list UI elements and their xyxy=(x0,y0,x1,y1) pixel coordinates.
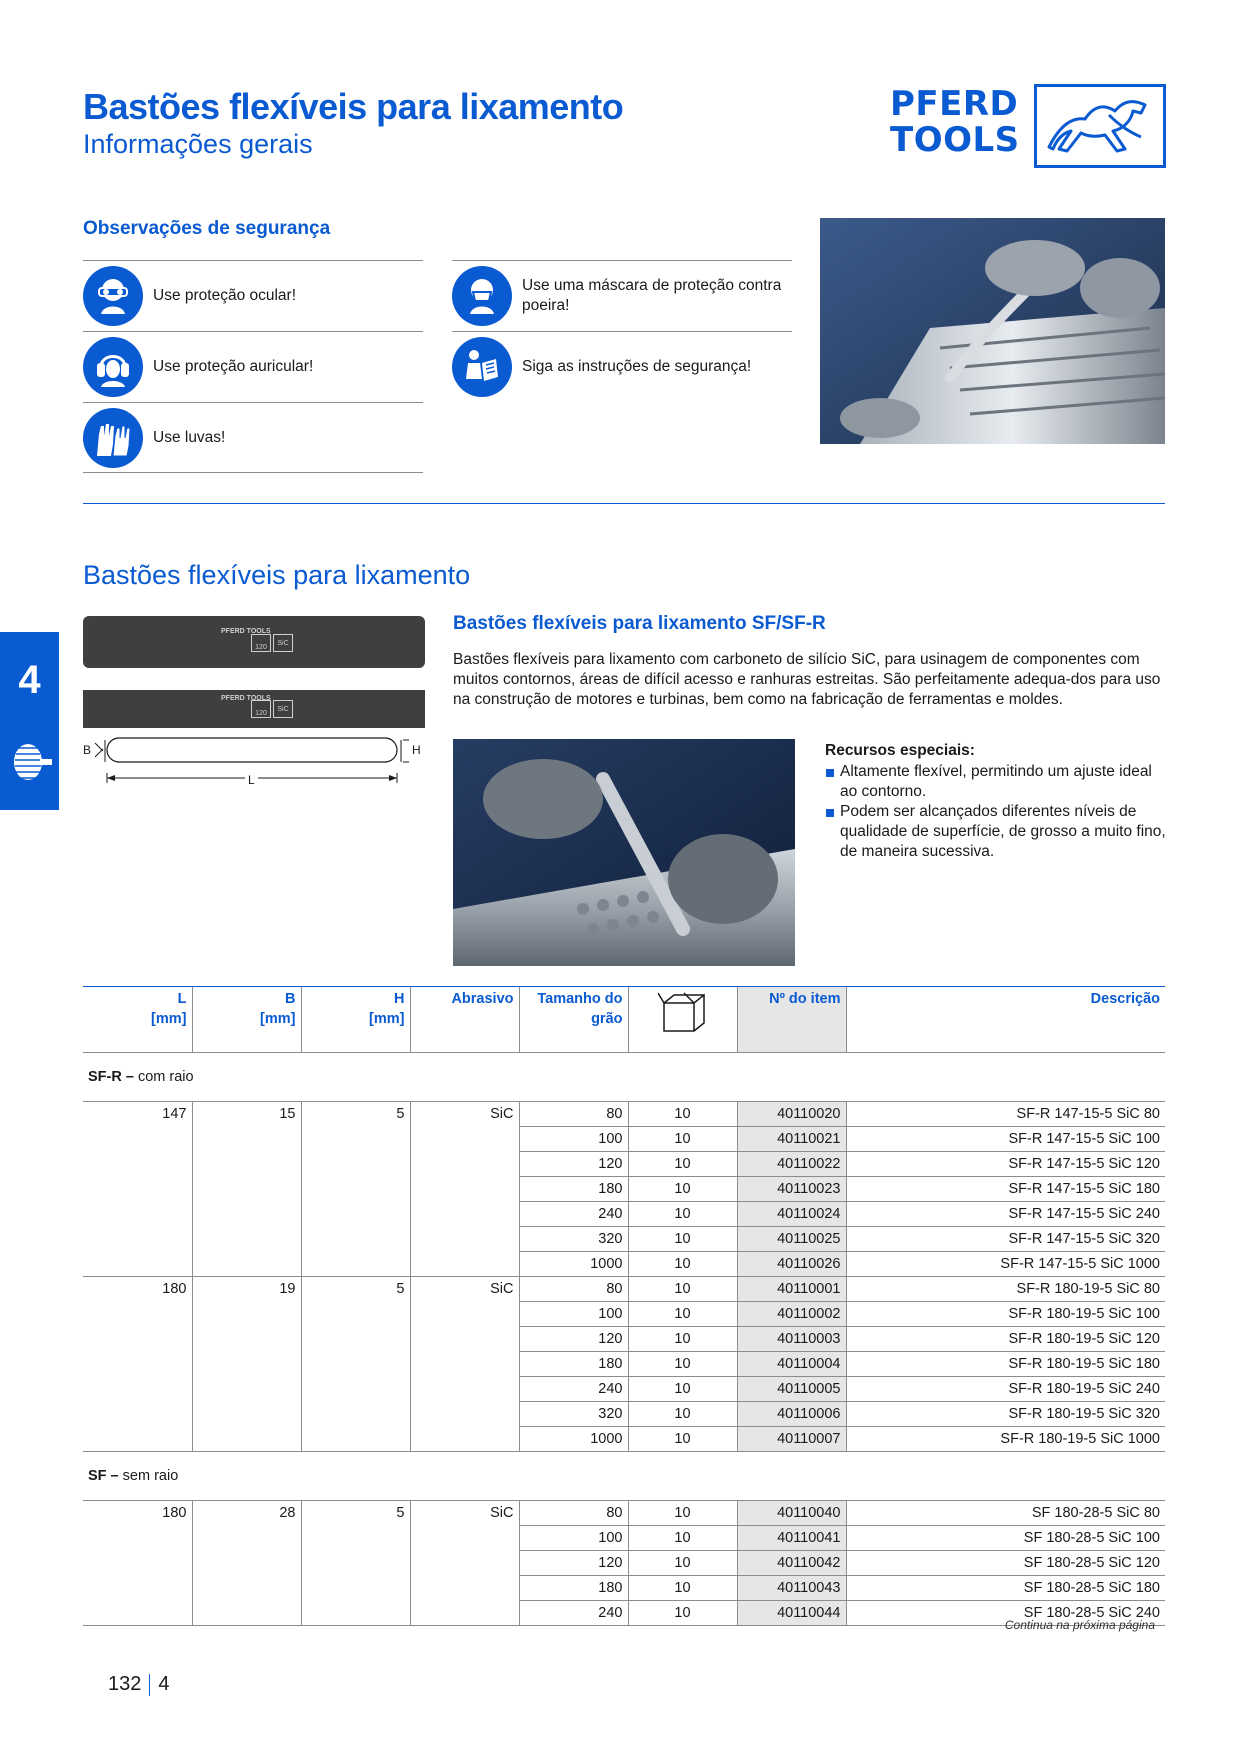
cell-h xyxy=(301,1377,410,1402)
safety-label: Use uma máscara de proteção contra poeira! xyxy=(522,277,782,314)
cell-b xyxy=(192,1127,301,1152)
cell-desc: SF 180-28-5 SiC 100 xyxy=(846,1526,1165,1551)
cell-l xyxy=(83,1327,192,1352)
cell-b xyxy=(192,1526,301,1551)
feature-item: Altamente flexível, permitindo um ajuste ideal ao contorno. xyxy=(825,762,1170,802)
cell-l xyxy=(83,1526,192,1551)
cell-b xyxy=(192,1252,301,1277)
cell-grit: 240 xyxy=(519,1601,628,1626)
cell-abrasive xyxy=(410,1427,519,1452)
safety-item-gloves xyxy=(83,402,423,473)
safety-heading: Observações de segurança xyxy=(83,218,331,239)
header-h: H [mm] xyxy=(301,987,410,1053)
cell-h xyxy=(301,1202,410,1227)
page-footer xyxy=(108,1673,170,1696)
cell-desc: SF 180-28-5 SiC 180 xyxy=(846,1576,1165,1601)
table-header-row xyxy=(83,987,1165,1053)
cell-l xyxy=(83,1252,192,1277)
cell-item: 40110001 xyxy=(737,1277,846,1302)
cell-h xyxy=(301,1127,410,1152)
cell-grit: 180 xyxy=(519,1177,628,1202)
cell-abrasive xyxy=(410,1202,519,1227)
cell-b xyxy=(192,1352,301,1377)
cell-item: 40110042 xyxy=(737,1551,846,1576)
cell-l xyxy=(83,1227,192,1252)
cell-desc: SF-R 147-15-5 SiC 180 xyxy=(846,1177,1165,1202)
cell-abrasive xyxy=(410,1551,519,1576)
cell-h xyxy=(301,1227,410,1252)
cell-b xyxy=(192,1202,301,1227)
cell-qty: 10 xyxy=(628,1526,737,1551)
cell-b xyxy=(192,1302,301,1327)
cell-qty: 10 xyxy=(628,1252,737,1277)
cell-grit: 1000 xyxy=(519,1252,628,1277)
group-row xyxy=(83,1053,1165,1102)
table-row xyxy=(83,1302,1165,1327)
pferd-logo xyxy=(890,84,1166,168)
flap-wheel-icon xyxy=(6,740,52,789)
dust-mask-icon xyxy=(452,266,512,326)
cell-qty: 10 xyxy=(628,1551,737,1576)
cell-desc: SF 180-28-5 SiC 80 xyxy=(846,1501,1165,1526)
safety-label: Use proteção auricular! xyxy=(153,358,314,375)
gloves-icon xyxy=(83,408,143,468)
cell-qty: 10 xyxy=(628,1601,737,1626)
cell-abrasive xyxy=(410,1252,519,1277)
cell-item: 40110020 xyxy=(737,1102,846,1127)
cell-l xyxy=(83,1402,192,1427)
cell-h xyxy=(301,1152,410,1177)
cell-b: 15 xyxy=(192,1102,301,1127)
cell-h xyxy=(301,1252,410,1277)
cell-grit: 320 xyxy=(519,1402,628,1427)
header-desc: Descrição xyxy=(846,987,1165,1053)
cell-abrasive: SiC xyxy=(410,1501,519,1526)
product-title: Bastões flexíveis para lixamento SF/SF-R xyxy=(453,613,826,634)
table-row xyxy=(83,1127,1165,1152)
group-label: sem raio xyxy=(122,1468,179,1484)
cell-b xyxy=(192,1427,301,1452)
cell-desc: SF-R 180-19-5 SiC 180 xyxy=(846,1352,1165,1377)
cell-l xyxy=(83,1601,192,1626)
cell-h xyxy=(301,1177,410,1202)
cell-l xyxy=(83,1576,192,1601)
cell-b: 19 xyxy=(192,1277,301,1302)
cell-item: 40110003 xyxy=(737,1327,846,1352)
cell-item: 40110025 xyxy=(737,1227,846,1252)
stick-abrasive: SiC xyxy=(273,634,293,652)
cell-abrasive xyxy=(410,1302,519,1327)
safety-item-eye xyxy=(83,260,423,331)
table-row xyxy=(83,1177,1165,1202)
read-instructions-icon xyxy=(452,337,512,397)
cell-grit: 240 xyxy=(519,1377,628,1402)
ear-protection-icon xyxy=(83,337,143,397)
header-l: L [mm] xyxy=(83,987,192,1053)
cell-item: 40110044 xyxy=(737,1601,846,1626)
feature-item: Podem ser alcançados diferentes níveis de qualidade de superfície, de grosso a muito fino, de maneira sucessiva. xyxy=(825,802,1170,862)
cell-l: 147 xyxy=(83,1102,192,1127)
cell-qty: 10 xyxy=(628,1277,737,1302)
cell-qty: 10 xyxy=(628,1352,737,1377)
cell-h xyxy=(301,1402,410,1427)
cell-abrasive xyxy=(410,1402,519,1427)
cell-qty: 10 xyxy=(628,1152,737,1177)
features-list xyxy=(825,762,1170,862)
cell-desc: SF-R 147-15-5 SiC 240 xyxy=(846,1202,1165,1227)
cell-desc: SF-R 180-19-5 SiC 80 xyxy=(846,1277,1165,1302)
cell-qty: 10 xyxy=(628,1177,737,1202)
cell-h: 5 xyxy=(301,1501,410,1526)
header-pack xyxy=(628,987,737,1053)
cell-grit: 320 xyxy=(519,1227,628,1252)
cell-qty: 10 xyxy=(628,1227,737,1252)
safety-item-ear xyxy=(83,331,423,402)
table-row xyxy=(83,1252,1165,1277)
cell-abrasive xyxy=(410,1601,519,1626)
cell-qty: 10 xyxy=(628,1202,737,1227)
cell-item: 40110004 xyxy=(737,1352,846,1377)
table-row xyxy=(83,1277,1165,1302)
safety-label: Use proteção ocular! xyxy=(153,287,297,304)
logo-line-1: PFERD xyxy=(890,84,1019,124)
cell-l xyxy=(83,1177,192,1202)
table-row xyxy=(83,1102,1165,1127)
usage-photo-top xyxy=(820,218,1165,444)
group-label: com raio xyxy=(137,1069,194,1085)
cell-qty: 10 xyxy=(628,1302,737,1327)
usage-photo-middle xyxy=(453,739,795,966)
cell-grit: 180 xyxy=(519,1352,628,1377)
cell-grit: 1000 xyxy=(519,1427,628,1452)
section-divider xyxy=(83,503,1165,504)
cell-l xyxy=(83,1302,192,1327)
cell-item: 40110005 xyxy=(737,1377,846,1402)
cell-h xyxy=(301,1352,410,1377)
cell-grit: 180 xyxy=(519,1576,628,1601)
cell-b xyxy=(192,1402,301,1427)
cell-desc: SF-R 180-19-5 SiC 320 xyxy=(846,1402,1165,1427)
dim-h-label: H xyxy=(412,743,421,757)
cell-item: 40110040 xyxy=(737,1501,846,1526)
cell-b xyxy=(192,1152,301,1177)
chapter-tab[interactable] xyxy=(0,632,59,810)
header-abrasive: Abrasivo xyxy=(410,987,519,1053)
cell-grit: 100 xyxy=(519,1526,628,1551)
sanding-stick-sf xyxy=(83,690,425,728)
group-row xyxy=(83,1452,1165,1501)
table-body xyxy=(83,1053,1165,1626)
cell-desc: SF-R 180-19-5 SiC 100 xyxy=(846,1302,1165,1327)
cell-abrasive xyxy=(410,1576,519,1601)
cell-desc: SF-R 180-19-5 SiC 120 xyxy=(846,1327,1165,1352)
safety-item-mask xyxy=(452,260,792,331)
table-row xyxy=(83,1526,1165,1551)
cell-item: 40110007 xyxy=(737,1427,846,1452)
cell-h xyxy=(301,1601,410,1626)
cell-item: 40110043 xyxy=(737,1576,846,1601)
cell-item: 40110022 xyxy=(737,1152,846,1177)
cell-abrasive xyxy=(410,1526,519,1551)
cell-h xyxy=(301,1526,410,1551)
cell-grit: 100 xyxy=(519,1302,628,1327)
cell-desc: SF-R 180-19-5 SiC 1000 xyxy=(846,1427,1165,1452)
cell-abrasive xyxy=(410,1352,519,1377)
stick-brand: PFERD TOOLS xyxy=(221,628,271,635)
cell-abrasive xyxy=(410,1177,519,1202)
stick-abrasive: SiC xyxy=(273,700,293,718)
cell-l xyxy=(83,1202,192,1227)
cell-desc: SF-R 180-19-5 SiC 240 xyxy=(846,1377,1165,1402)
cell-h: 5 xyxy=(301,1102,410,1127)
cell-grit: 120 xyxy=(519,1551,628,1576)
cell-abrasive: SiC xyxy=(410,1277,519,1302)
table-row xyxy=(83,1501,1165,1526)
cell-grit: 80 xyxy=(519,1102,628,1127)
header-b: B [mm] xyxy=(192,987,301,1053)
continued-note: Continua na próxima página xyxy=(1004,1618,1155,1632)
cell-abrasive xyxy=(410,1377,519,1402)
dimension-drawing xyxy=(83,735,428,795)
table-row xyxy=(83,1601,1165,1626)
cell-qty: 10 xyxy=(628,1576,737,1601)
group-code: SF-R – xyxy=(88,1069,134,1085)
table-row xyxy=(83,1377,1165,1402)
header-grit: Tamanho do grão xyxy=(519,987,628,1053)
section-heading: Bastões flexíveis para lixamento xyxy=(83,560,471,590)
page-subtitle: Informações gerais xyxy=(83,129,313,159)
cell-qty: 10 xyxy=(628,1127,737,1152)
cell-abrasive xyxy=(410,1127,519,1152)
cell-h xyxy=(301,1551,410,1576)
cell-desc: SF-R 147-15-5 SiC 320 xyxy=(846,1227,1165,1252)
cell-l xyxy=(83,1377,192,1402)
cell-desc: SF-R 147-15-5 SiC 1000 xyxy=(846,1252,1165,1277)
cell-grit: 80 xyxy=(519,1277,628,1302)
dim-b-label: B xyxy=(83,743,92,757)
cell-b xyxy=(192,1227,301,1252)
page-title: Bastões flexíveis para lixamento xyxy=(83,86,624,127)
sanding-stick-sfr xyxy=(83,616,425,668)
cell-qty: 10 xyxy=(628,1501,737,1526)
cell-l xyxy=(83,1427,192,1452)
table-row xyxy=(83,1152,1165,1177)
table-row xyxy=(83,1576,1165,1601)
cell-qty: 10 xyxy=(628,1402,737,1427)
cell-desc: SF-R 147-15-5 SiC 120 xyxy=(846,1152,1165,1177)
cell-item: 40110024 xyxy=(737,1202,846,1227)
safety-label: Siga as instruções de segurança! xyxy=(522,358,752,375)
table-row xyxy=(83,1227,1165,1252)
chapter-number: 4 xyxy=(18,658,41,702)
cell-l: 180 xyxy=(83,1501,192,1526)
horse-logo-icon xyxy=(1034,84,1166,168)
cell-l xyxy=(83,1152,192,1177)
cell-desc: SF-R 147-15-5 SiC 80 xyxy=(846,1102,1165,1127)
cell-item: 40110026 xyxy=(737,1252,846,1277)
safety-item-instructions xyxy=(452,331,792,402)
stick-grit: 120 xyxy=(251,700,271,718)
cell-desc: SF 180-28-5 SiC 120 xyxy=(846,1551,1165,1576)
cell-l xyxy=(83,1352,192,1377)
cell-b xyxy=(192,1601,301,1626)
footer-separator xyxy=(149,1674,150,1696)
table-row xyxy=(83,1327,1165,1352)
cell-item: 40110021 xyxy=(737,1127,846,1152)
cell-l: 180 xyxy=(83,1277,192,1302)
safety-label: Use luvas! xyxy=(153,428,226,446)
table-row xyxy=(83,1427,1165,1452)
product-description: Bastões flexíveis para lixamento com carboneto de silício SiC, para usinagem de componentes com muitos contornos, áreas de difícil acesso e ranhuras estreitas. São perfeitamente adequa-dos para uso na construção de motores e turbinas, bem como na fabricação de ferramentas e moldes. xyxy=(453,651,1161,708)
cell-h: 5 xyxy=(301,1277,410,1302)
cell-h xyxy=(301,1327,410,1352)
cell-b xyxy=(192,1377,301,1402)
cell-grit: 120 xyxy=(519,1152,628,1177)
cell-qty: 10 xyxy=(628,1102,737,1127)
cell-grit: 100 xyxy=(519,1127,628,1152)
cell-l xyxy=(83,1551,192,1576)
eye-protection-icon xyxy=(83,266,143,326)
header-item: Nº do item xyxy=(737,987,846,1053)
cell-b xyxy=(192,1551,301,1576)
stick-grit: 120 xyxy=(251,634,271,652)
cell-abrasive xyxy=(410,1327,519,1352)
table-row xyxy=(83,1352,1165,1377)
chapter-number-footer: 4 xyxy=(158,1673,170,1695)
cell-qty: 10 xyxy=(628,1427,737,1452)
cell-abrasive: SiC xyxy=(410,1102,519,1127)
group-code: SF – xyxy=(88,1468,119,1484)
page-number: 132 xyxy=(108,1673,142,1695)
dim-l-label: L xyxy=(245,773,258,787)
cell-item: 40110002 xyxy=(737,1302,846,1327)
cell-b xyxy=(192,1177,301,1202)
table-row xyxy=(83,1551,1165,1576)
table-row xyxy=(83,1402,1165,1427)
package-icon xyxy=(658,991,708,1033)
cell-abrasive xyxy=(410,1227,519,1252)
cell-h xyxy=(301,1302,410,1327)
cell-qty: 10 xyxy=(628,1327,737,1352)
cell-item: 40110041 xyxy=(737,1526,846,1551)
stick-brand: PFERD TOOLS xyxy=(221,695,271,702)
cell-h xyxy=(301,1427,410,1452)
logo-line-2: TOOLS xyxy=(890,120,1020,160)
cell-item: 40110006 xyxy=(737,1402,846,1427)
table-row xyxy=(83,1202,1165,1227)
cell-h xyxy=(301,1576,410,1601)
cell-grit: 120 xyxy=(519,1327,628,1352)
cell-desc: SF 180-28-5 SiC 240 xyxy=(846,1601,1165,1626)
features-heading: Recursos especiais: xyxy=(825,742,975,759)
cell-item: 40110023 xyxy=(737,1177,846,1202)
product-table xyxy=(83,986,1165,1626)
cell-l xyxy=(83,1127,192,1152)
cell-b: 28 xyxy=(192,1501,301,1526)
cell-grit: 240 xyxy=(519,1202,628,1227)
cell-b xyxy=(192,1327,301,1352)
cell-grit: 80 xyxy=(519,1501,628,1526)
cell-qty: 10 xyxy=(628,1377,737,1402)
cell-desc: SF-R 147-15-5 SiC 100 xyxy=(846,1127,1165,1152)
cell-b xyxy=(192,1576,301,1601)
cell-abrasive xyxy=(410,1152,519,1177)
